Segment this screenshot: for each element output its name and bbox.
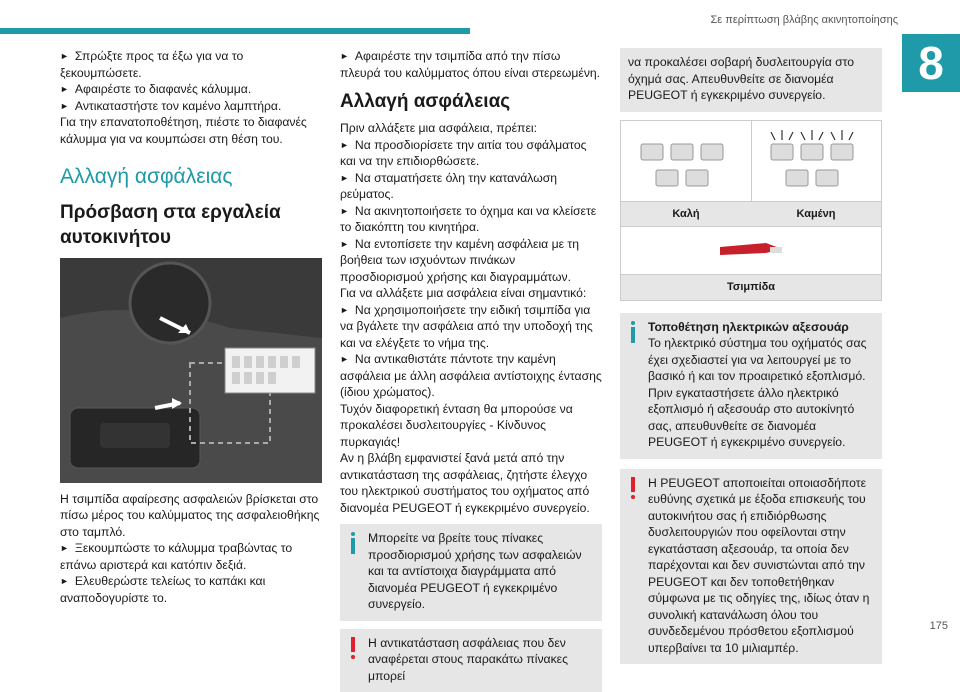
info-box [340,524,602,621]
paragraph: Η τσιμπίδα αφαίρεσης ασφαλειών βρίσκεται στο πίσω μέρος του καλύμματος της ασφαλειοθήκης στο ταμπλό. [60,491,322,541]
warning-box [340,629,602,692]
info-text: Το ηλεκτρικό σύστημα του οχήματός σας έχει σχεδιαστεί για να λειτουργεί με το βασικό ή και τον προαιρετικό εξοπλισμό. [648,335,874,385]
tweezers-label: Τσιμπίδα [621,275,881,300]
page-number: 175 [930,620,948,632]
paragraph: Αν η βλάβη εμφανιστεί ξανά μετά από την αντικατάσταση της ασφάλειας, ζητήστε έλεγχο του ηλεκτρικού συστήματος του οχήματος από διανομέα PEUGEOT ή εγκεκριμένο συνεργείο. [340,450,602,516]
warning-text: Η αντικατάσταση ασφάλειας που δεν αναφέρεται στους παρακάτω πίνακες μπορεί [368,635,594,685]
paragraph: Για την επανατοποθέτηση, πιέστε το διαφανές κάλυμμα για να κουμπώσει στη θέση του. [60,114,322,147]
column-3 [620,48,882,664]
bullet-item: ► Να εντοπίσετε την καμένη ασφάλεια με τη βοήθεια των ισχυόντων πινάκων προσδιορισμού χρήσης και διαγραμμάτων. [340,236,602,286]
info-text: Μπορείτε να βρείτε τους πίνακες προσδιορισμού χρήσης των ασφαλειών και τα αντίστοιχα διαγράμματα από διανομέα PEUGEOT ή εγκεκριμένο συνεργείο. [368,530,594,613]
good-fuse-label: Καλή [621,202,751,227]
bullet-item: ► Ξεκουμπώστε το κάλυμμα τραβώντας το επάνω αριστερά και κατόπιν δεξιά. [60,540,322,573]
column-1 [60,48,322,606]
info-title: Τοποθέτηση ηλεκτρικών αξεσουάρ [648,319,874,336]
bullet-item: ► Να χρησιμοποιήσετε την ειδική τσιμπίδα για να βγάλετε την ασφάλεια από την υποδοχή της και να ελέγξετε το νήμα της. [340,302,602,352]
blown-fuse-label: Καμένη [751,202,881,227]
bullet-item: ► Να ακινητοποιήσετε το όχημα και να κλείσετε το διακόπτη του κινητήρα. [340,203,602,236]
bullet-item: ► Αντικαταστήστε τον καμένο λαμπτήρα. [60,98,322,115]
header-accent-bar [0,28,470,34]
info-icon [630,321,636,343]
bullet-item: ► Αφαιρέστε την τσιμπίδα από την πίσω πλευρά του καλύμματος όπου είναι στερεωμένη. [340,48,602,81]
info-text: Πριν εγκαταστήσετε άλλο ηλεκτρικό εξοπλισμό ή αξεσουάρ στο αυτοκίνητό σας, απευθυνθείτε σε διανομέα PEUGEOT ή εγκεκριμένο συνεργείο. [648,385,874,451]
bullet-item: ► Να προσδιορίσετε την αιτία του σφάλματος και να την επιδιορθώσετε. [340,137,602,170]
info-box [620,313,882,459]
warning-icon [630,477,636,499]
bullet-item: ► Σπρώξτε προς τα έξω για να το ξεκουμπώσετε. [60,48,322,81]
bullet-item: ► Να σταματήσετε όλη την κατανάλωση ρεύματος. [340,170,602,203]
paragraph: Για να αλλάξετε μια ασφάλεια είναι σημαντικό: [340,285,602,302]
paragraph: Τυχόν διαφορετική ένταση θα μπορούσε να προκαλέσει δυσλειτουργίες - Κίνδυνος πυρκαγιάς! [340,401,602,451]
bullet-item: ► Αφαιρέστε το διαφανές κάλυμμα. [60,81,322,98]
bullet-item: ► Ελευθερώστε τελείως το καπάκι και αναποδογυρίστε το. [60,573,322,606]
chapter-number: 8 [902,34,960,92]
running-header: Σε περίπτωση βλάβης ακινητοποίησης [711,14,899,26]
bullet-item: ► Να αντικαθιστάτε πάντοτε την καμένη ασφάλεια με άλλη ασφάλεια αντίστοιχης έντασης (ίδιου χρώματος). [340,351,602,401]
column-2 [340,48,602,692]
subsection-title: Πρόσβαση στα εργαλεία αυτοκινήτου [60,200,322,250]
good-fuses-image [621,121,751,201]
subsection-title: Αλλαγή ασφάλειας [340,89,602,114]
fuse-illustration-table [620,120,882,301]
blown-fuses-image [751,121,882,201]
tweezers-image [621,227,881,275]
warning-box [620,469,882,665]
warning-icon [350,637,356,659]
warning-text: Η PEUGEOT αποποιείται οποιασδήποτε ευθύνης σχετικά με έξοδα επισκευής του αυτοκινήτου σας ή επιδιόρθωσης δυσλειτουργιών που οφείλονται στην εγκατάσταση αξεσουάρ, τα οποία δεν παρέχονται και δεν συνιστώνται από την PEUGEOT και δεν τοποθετήθηκαν σύμφωνα με τις οδηγίες της, ιδίως όταν η συνολική κατανάλωση όλου του συνδεδεμένου πρόσθετου εξοπλισμού υπερβαίνει τα 10 μιλιαμπέρ. [648,475,874,657]
info-icon [350,532,356,554]
dashboard-fuse-box-photo [60,258,322,483]
section-title: Αλλαγή ασφάλειας [60,169,322,186]
warning-text: να προκαλέσει σοβαρή δυσλειτουργία στο όχημά σας. Απευθυνθείτε σε διανομέα PEUGEOT ή εγκεκριμένο συνεργείο. [628,54,874,104]
warning-box-continued [620,48,882,112]
paragraph: Πριν αλλάξετε μια ασφάλεια, πρέπει: [340,120,602,137]
